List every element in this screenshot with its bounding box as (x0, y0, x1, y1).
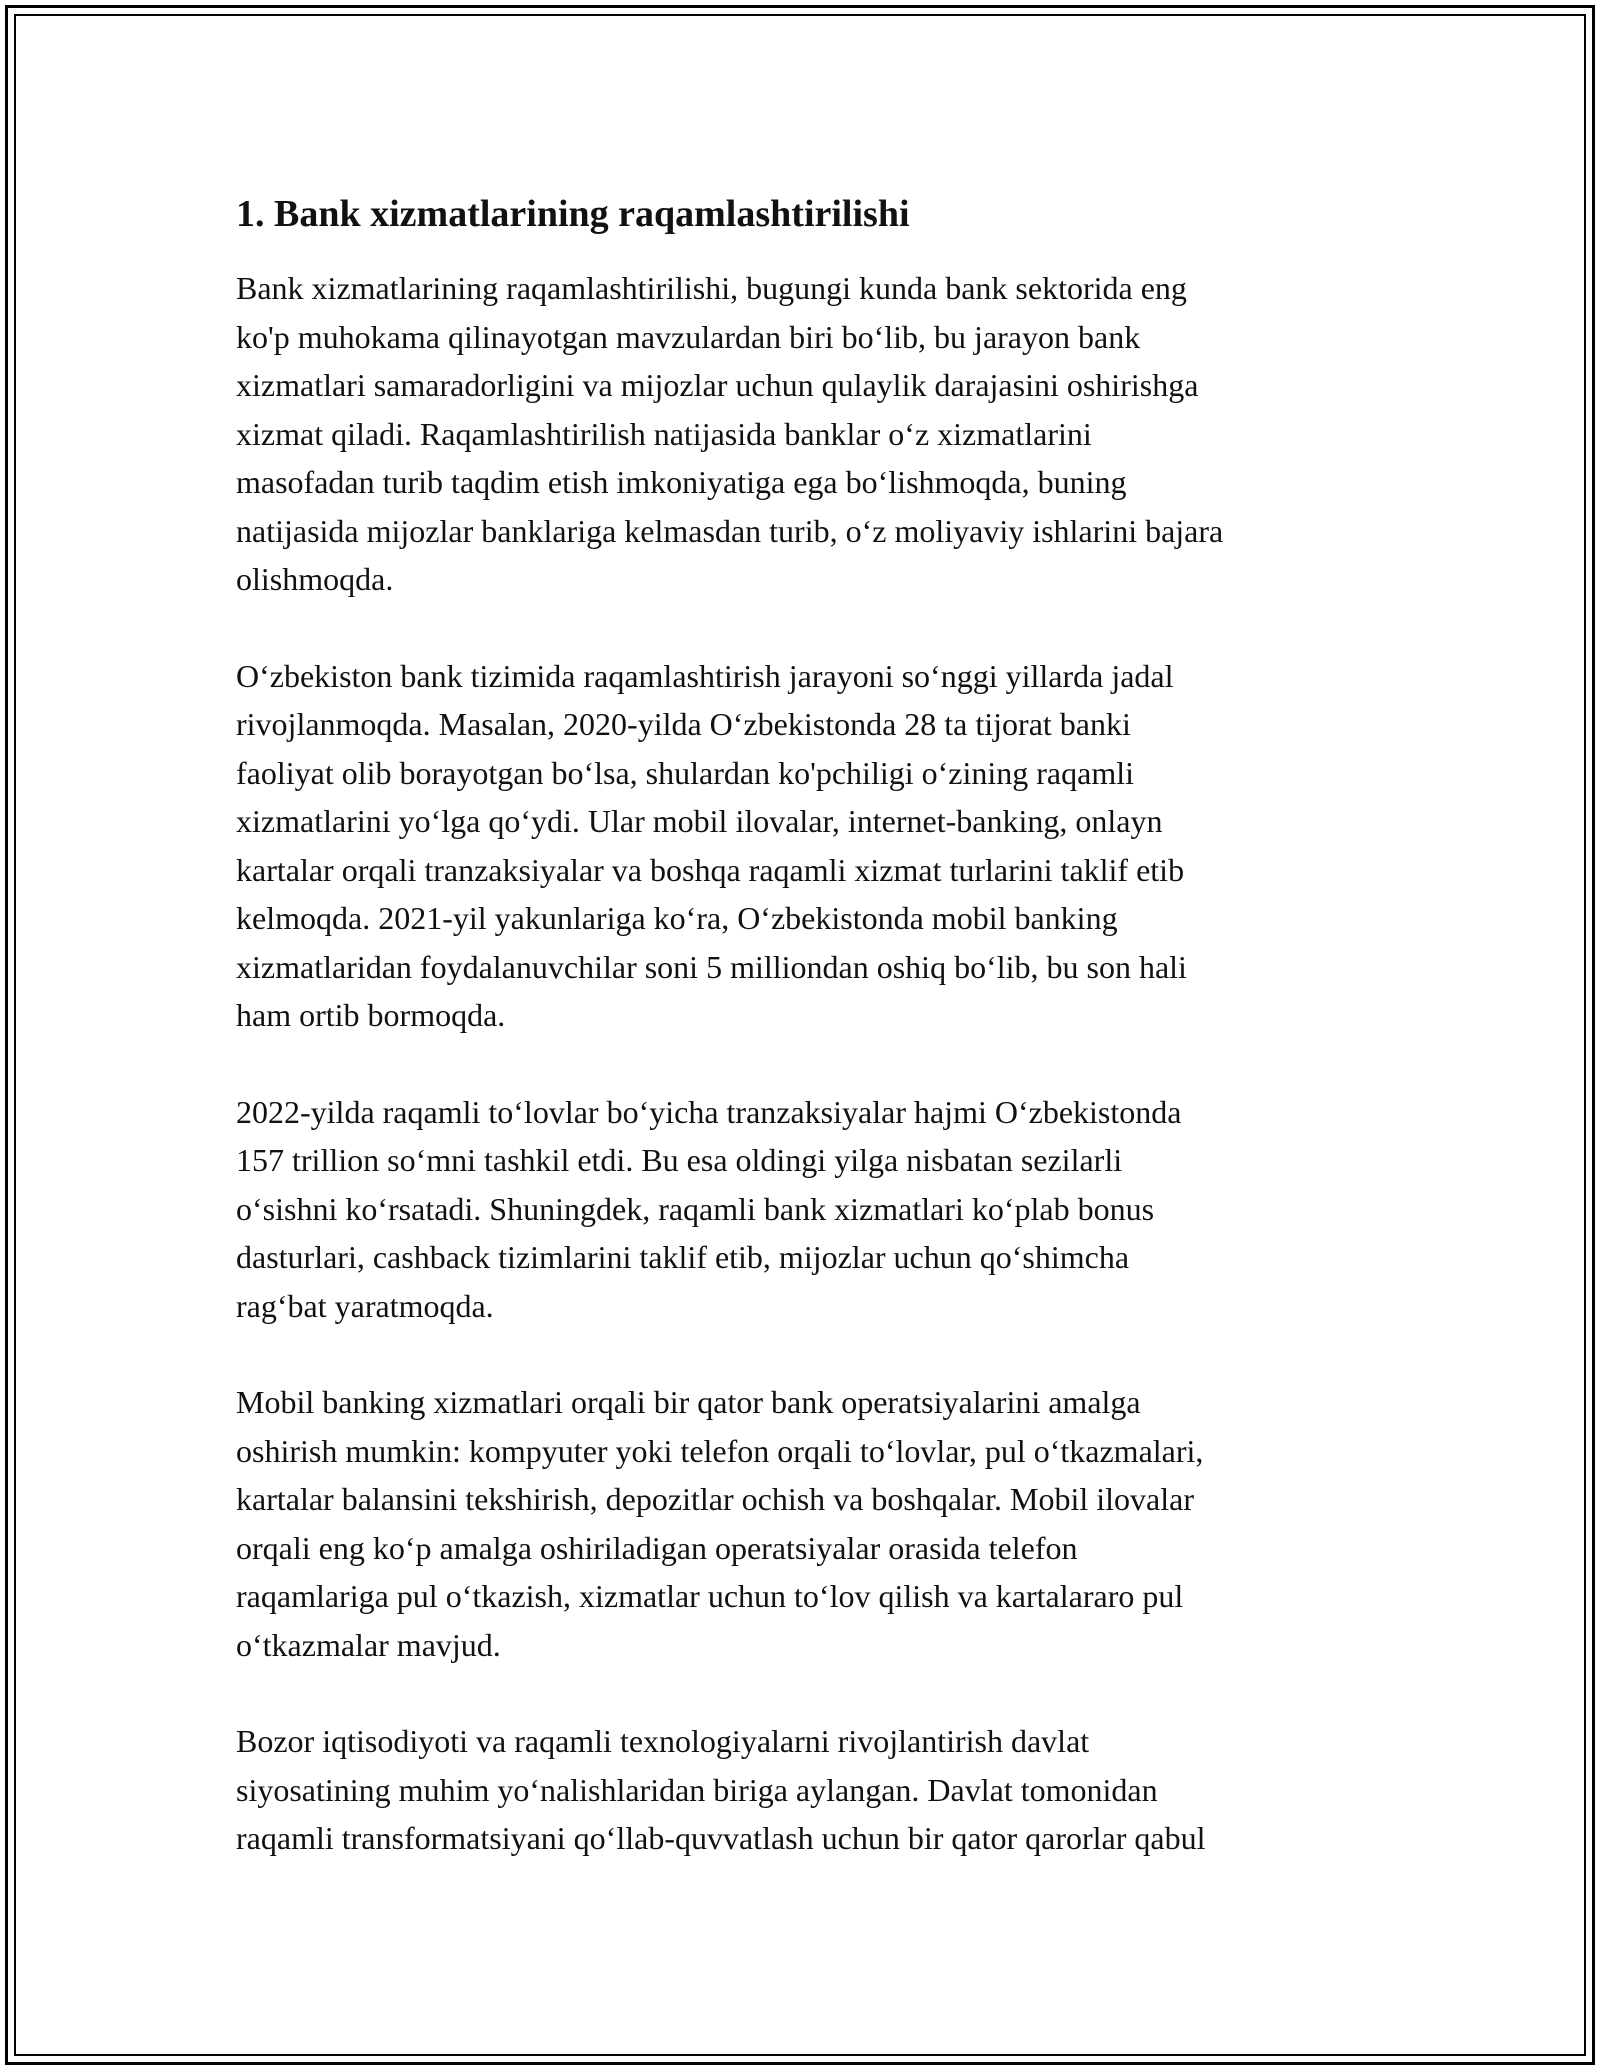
paragraph-4: Mobil banking xizmatlari orqali bir qator bank operatsiyalarini amalga oshirish mumkin: kompyuter yoki telefon orqali toʻlovlar, pul oʻtkazmalari, kartalar balansini tekshirish, depozitlar ochish va boshqalar. Mobil ilovalar orqali eng koʻp amalga oshiriladigan operatsiyalar orasida telefon raqamlariga pul oʻtkazish, xizmatlar uchun toʻlov qilish va kartalararo pul oʻtkazmalar mavjud. (236, 1384, 1204, 1663)
paragraph-1: Bank xizmatlarining raqamlashtirilishi, bugungi kunda bank sektorida eng ko'p muhokama qilinayotgan mavzulardan biri boʻlib, bu jarayon bank xizmatlari samaradorligini va mijozlar uchun qulaylik darajasini oshirishga xizmat qiladi. Raqamlashtirilish natijasida banklar oʻz xizmatlarini masofadan turib taqdim etish imkoniyatiga ega boʻlishmoqda, buning natijasida mijozlar banklariga kelmasdan turib, oʻz moliyaviy ishlarini bajara olishmoqda. (236, 270, 1224, 597)
paragraph-2: Oʻzbekiston bank tizimida raqamlashtirish jarayoni soʻnggi yillarda jadal rivojlanmoqda. Masalan, 2020-yilda Oʻzbekistonda 28 ta tijorat banki faoliyat olib borayotgan boʻlsa, shulardan ko'pchiligi oʻzining raqamli xizmatlarini yoʻlga qoʻydi. Ular mobil ilovalar, internet-banking, onlayn kartalar orqali tranzaksiyalar va boshqa raqamli xizmat turlarini taklif etib kelmoqda. 2021-yil yakunlariga koʻra, Oʻzbekistonda mobil banking xizmatlaridan foydalanuvchilar soni 5 milliondan oshiq boʻlib, bu son hali ham ortib bormoqda. (236, 657, 1187, 1033)
paragraph-3: 2022-yilda raqamli toʻlovlar boʻyicha tranzaksiyalar hajmi Oʻzbekistonda 157 trillion soʻmni tashkil etdi. Bu esa oldingi yilga nisbatan sezilarli oʻsishni koʻrsatadi. Shuningdek, raqamli bank xizmatlari koʻplab bonus dasturlari, cashback tizimlarini taklif etib, mijozlar uchun qoʻshimcha ragʻbat yaratmoqda. (236, 1093, 1182, 1324)
section-heading: 1. Bank xizmatlarining raqamlashtirilishi (236, 193, 910, 235)
document-body (236, 188, 1386, 1911)
paragraph-5: Bozor iqtisodiyoti va raqamli texnologiyalarni rivojlantirish davlat siyosatining muhim yoʻnalishlaridan biriga aylangan. Davlat tomonidan raqamli transformatsiyani qoʻllab-quvvatlash uchun bir qator qarorlar qabul (236, 1723, 1206, 1856)
